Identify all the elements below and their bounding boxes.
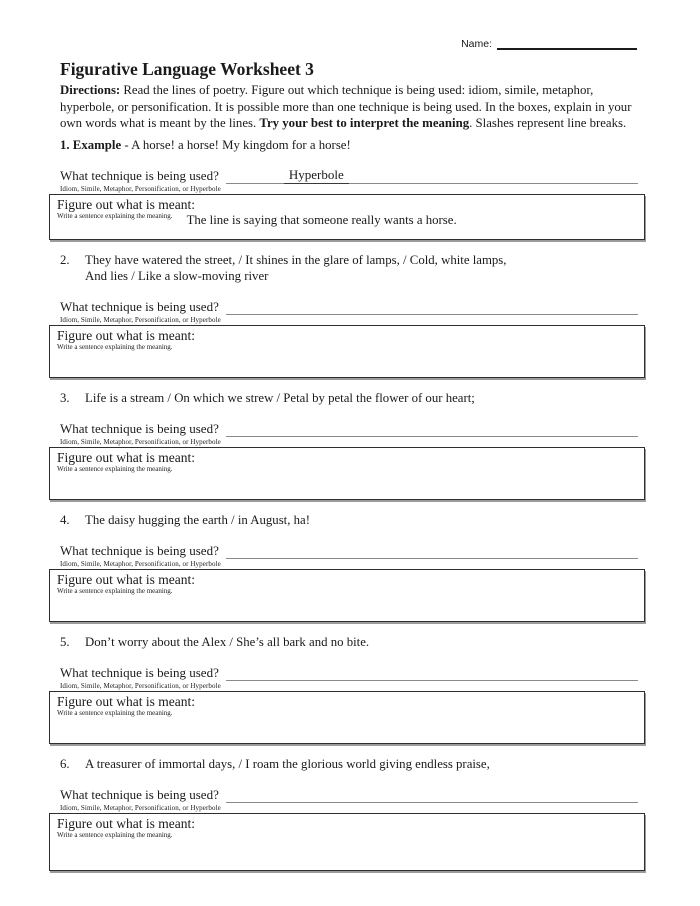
technique-answer: Hyperbole bbox=[284, 167, 349, 184]
question-section-5 bbox=[57, 634, 638, 744]
directions bbox=[60, 82, 638, 132]
technique-answer-line[interactable] bbox=[226, 420, 638, 437]
meaning-box-title: Figure out what is meant: bbox=[57, 693, 195, 709]
technique-answer-line[interactable] bbox=[226, 664, 638, 681]
meaning-box-title: Figure out what is meant: bbox=[57, 449, 195, 465]
meaning-box[interactable] bbox=[49, 194, 645, 240]
meaning-box-hint: Write a sentence explaining the meaning. bbox=[57, 708, 173, 717]
meaning-box-title: Figure out what is meant: bbox=[57, 571, 195, 587]
question-prompt bbox=[60, 512, 638, 528]
question-number: 5. bbox=[60, 634, 70, 649]
question-section-2 bbox=[57, 252, 638, 378]
question-text: - A horse! a horse! My kingdom for a horse! bbox=[121, 137, 351, 152]
name-row bbox=[0, 0, 700, 50]
technique-row bbox=[60, 664, 638, 681]
technique-row bbox=[60, 542, 638, 559]
question-text: They have watered the street, / It shines in the glare of lamps, / Cold, white lamps, bbox=[85, 252, 507, 267]
question-text: The daisy hugging the earth / in August, ha! bbox=[85, 512, 310, 527]
technique-answer-line[interactable] bbox=[226, 298, 638, 315]
meaning-box[interactable] bbox=[49, 447, 645, 500]
meaning-box[interactable] bbox=[49, 569, 645, 622]
question-prompt bbox=[60, 756, 638, 772]
directions-label: Directions: bbox=[60, 83, 121, 97]
technique-question: What technique is being used? bbox=[60, 542, 219, 558]
directions-bold: Try your best to interpret the meaning bbox=[259, 116, 470, 130]
name-label: Name: bbox=[461, 38, 492, 50]
question-section-3 bbox=[57, 390, 638, 500]
technique-question: What technique is being used? bbox=[60, 664, 219, 680]
page-title: Figurative Language Worksheet 3 bbox=[60, 59, 314, 79]
technique-row bbox=[60, 298, 638, 315]
meaning-box[interactable] bbox=[49, 691, 645, 744]
options-hint: Idiom, Simile, Metaphor, Personification, or Hyperbole bbox=[60, 315, 221, 324]
question-number: 2. bbox=[60, 252, 70, 267]
question-prompt bbox=[60, 634, 638, 650]
options-hint: Idiom, Simile, Metaphor, Personification, or Hyperbole bbox=[60, 681, 221, 690]
question-prompt bbox=[60, 137, 638, 153]
meaning-box[interactable] bbox=[49, 813, 645, 871]
options-hint: Idiom, Simile, Metaphor, Personification, or Hyperbole bbox=[60, 437, 221, 446]
question-number: 3. bbox=[60, 390, 70, 405]
technique-question: What technique is being used? bbox=[60, 298, 219, 314]
options-hint: Idiom, Simile, Metaphor, Personification, or Hyperbole bbox=[60, 559, 221, 568]
meaning-box-title: Figure out what is meant: bbox=[57, 327, 195, 343]
meaning-answer: The line is saying that someone really wants a horse. bbox=[186, 212, 457, 227]
question-number: 6. bbox=[60, 756, 70, 771]
question-section-1 bbox=[57, 137, 638, 240]
question-prompt bbox=[60, 390, 638, 406]
question-sections bbox=[57, 137, 638, 871]
technique-answer-line[interactable] bbox=[226, 786, 638, 803]
meaning-box-hint: Write a sentence explaining the meaning. bbox=[57, 830, 173, 839]
options-hint: Idiom, Simile, Metaphor, Personification, or Hyperbole bbox=[60, 184, 221, 193]
meaning-box-hint: Write a sentence explaining the meaning. bbox=[57, 342, 173, 351]
technique-answer-line[interactable] bbox=[226, 167, 638, 184]
question-section-4 bbox=[57, 512, 638, 622]
question-text: A treasurer of immortal days, / I roam the glorious world giving endless praise, bbox=[85, 756, 490, 771]
meaning-box-hint: Write a sentence explaining the meaning. bbox=[57, 211, 173, 220]
directions-body: Read the lines of poetry. Figure out which technique is being used: idiom, simile, metaphor, hyperbole, or personification. It is possible more than one technique is being used. In the boxes, explain in your own words what is meant by the lines. bbox=[60, 83, 632, 130]
options-hint: Idiom, Simile, Metaphor, Personification, or Hyperbole bbox=[60, 803, 221, 812]
question-text: Don’t worry about the Alex / She’s all bark and no bite. bbox=[85, 634, 370, 649]
technique-answer-line[interactable] bbox=[226, 542, 638, 559]
technique-question: What technique is being used? bbox=[60, 786, 219, 802]
name-blank-line[interactable] bbox=[497, 36, 637, 50]
meaning-box[interactable] bbox=[49, 325, 645, 378]
question-section-6 bbox=[57, 756, 638, 871]
page-content bbox=[0, 59, 700, 871]
meaning-box-hint: Write a sentence explaining the meaning. bbox=[57, 464, 173, 473]
technique-question: What technique is being used? bbox=[60, 420, 219, 436]
question-prompt bbox=[60, 252, 638, 268]
question-text-line2: And lies / Like a slow-moving river bbox=[85, 268, 269, 283]
meaning-box-hint: Write a sentence explaining the meaning. bbox=[57, 586, 173, 595]
technique-row bbox=[60, 786, 638, 803]
meaning-box-title: Figure out what is meant: bbox=[57, 196, 195, 212]
question-number: 1. Example bbox=[60, 137, 122, 152]
technique-row bbox=[60, 167, 638, 184]
technique-row bbox=[60, 420, 638, 437]
technique-question: What technique is being used? bbox=[60, 167, 219, 183]
meaning-box-title: Figure out what is meant: bbox=[57, 815, 195, 831]
question-number: 4. bbox=[60, 512, 70, 527]
question-text: Life is a stream / On which we strew / Petal by petal the flower of our heart; bbox=[85, 390, 475, 405]
directions-tail: . Slashes represent line breaks. bbox=[469, 116, 627, 130]
